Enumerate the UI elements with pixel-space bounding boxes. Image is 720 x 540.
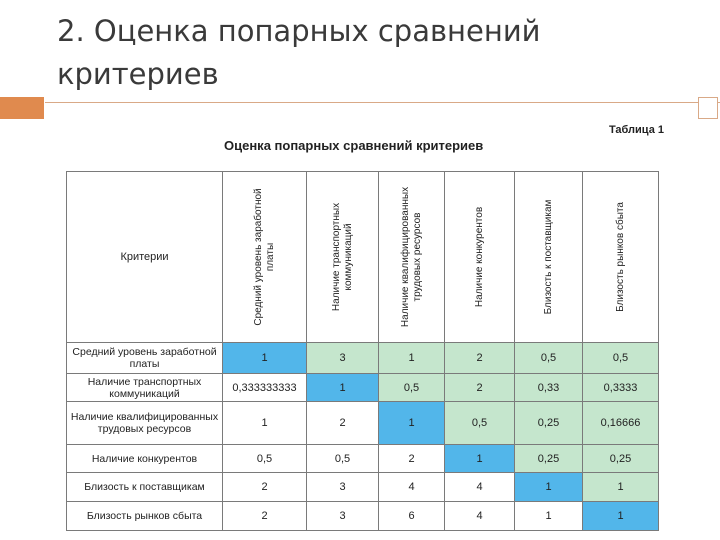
accent-block: [0, 97, 44, 119]
row-label: Наличие транспортных коммуникаций: [67, 374, 223, 402]
table-cell: 2: [223, 502, 307, 531]
column-header: [515, 172, 583, 343]
table-cell: 4: [445, 473, 515, 502]
table-cell: 1: [515, 502, 583, 531]
table-cell: 1: [379, 402, 445, 445]
row-label: Наличие квалифицированных трудовых ресурсов: [67, 402, 223, 445]
matrix-body: [67, 343, 659, 531]
table-cell: 1: [583, 473, 659, 502]
table-cell: 1: [307, 374, 379, 402]
table-cell: 3: [307, 473, 379, 502]
column-header-text: Наличие транспортных коммуникаций: [330, 202, 354, 312]
table-cell: 0,16666: [583, 402, 659, 445]
table-cell: 0,25: [515, 445, 583, 473]
slide-title: [57, 10, 697, 96]
column-header-text: Близость к поставщикам: [542, 199, 554, 315]
row-label: Близость рынков сбыта: [67, 502, 223, 531]
table-cell: 1: [223, 402, 307, 445]
table-cell: 1: [583, 502, 659, 531]
table-cell: 3: [307, 502, 379, 531]
table-cell: 0,333333333: [223, 374, 307, 402]
table-cell: 0,25: [583, 445, 659, 473]
table-row: [67, 445, 659, 473]
column-header-text: Средний уровень заработной платы: [252, 188, 276, 326]
row-label: Близость к поставщикам: [67, 473, 223, 502]
table-cell: 2: [307, 402, 379, 445]
table-cell: 0,3333: [583, 374, 659, 402]
table-cell: 0,5: [307, 445, 379, 473]
table-cell: 1: [379, 343, 445, 374]
table-cell: 0,5: [445, 402, 515, 445]
table-cell: 1: [223, 343, 307, 374]
table-cell: 6: [379, 502, 445, 531]
table-cell: 0,5: [515, 343, 583, 374]
table-cell: 0,25: [515, 402, 583, 445]
column-header: [583, 172, 659, 343]
table-cell: 0,5: [223, 445, 307, 473]
table-cell: 0,5: [379, 374, 445, 402]
header-row: [67, 172, 659, 343]
table-row: [67, 343, 659, 374]
table-cell: 4: [379, 473, 445, 502]
table-cell: 0,33: [515, 374, 583, 402]
table-cell: 0,5: [583, 343, 659, 374]
column-header-text: Наличие квалифицированных трудовых ресурсов: [399, 186, 423, 328]
table-cell: 2: [223, 473, 307, 502]
table-cell: 1: [515, 473, 583, 502]
slide-title-line-1: 2. Оценка попарных сравнений: [57, 14, 541, 48]
column-header-text: Близость рынков сбыта: [614, 202, 626, 312]
table-row: [67, 402, 659, 445]
column-header: [223, 172, 307, 343]
table-cell: 3: [307, 343, 379, 374]
table-caption: Оценка попарных сравнений критериев: [224, 138, 484, 153]
table-cell: 2: [379, 445, 445, 473]
slide-title-line-2: критериев: [57, 57, 219, 91]
divider-line: [45, 102, 720, 103]
column-header: [307, 172, 379, 343]
row-label: Наличие конкурентов: [67, 445, 223, 473]
table-cell: 4: [445, 502, 515, 531]
accent-block-outline: [698, 97, 718, 119]
column-header-text: Наличие конкурентов: [473, 206, 485, 308]
row-label: Средний уровень заработной платы: [67, 343, 223, 374]
table-cell: 2: [445, 343, 515, 374]
column-header: [445, 172, 515, 343]
table-number: Таблица 1: [608, 124, 664, 136]
table-cell: 1: [445, 445, 515, 473]
column-header: [379, 172, 445, 343]
table-row: [67, 374, 659, 402]
table-row: [67, 473, 659, 502]
corner-header: Критерии: [67, 172, 223, 343]
table-row: [67, 502, 659, 531]
table-cell: 2: [445, 374, 515, 402]
comparison-matrix: [66, 171, 659, 531]
